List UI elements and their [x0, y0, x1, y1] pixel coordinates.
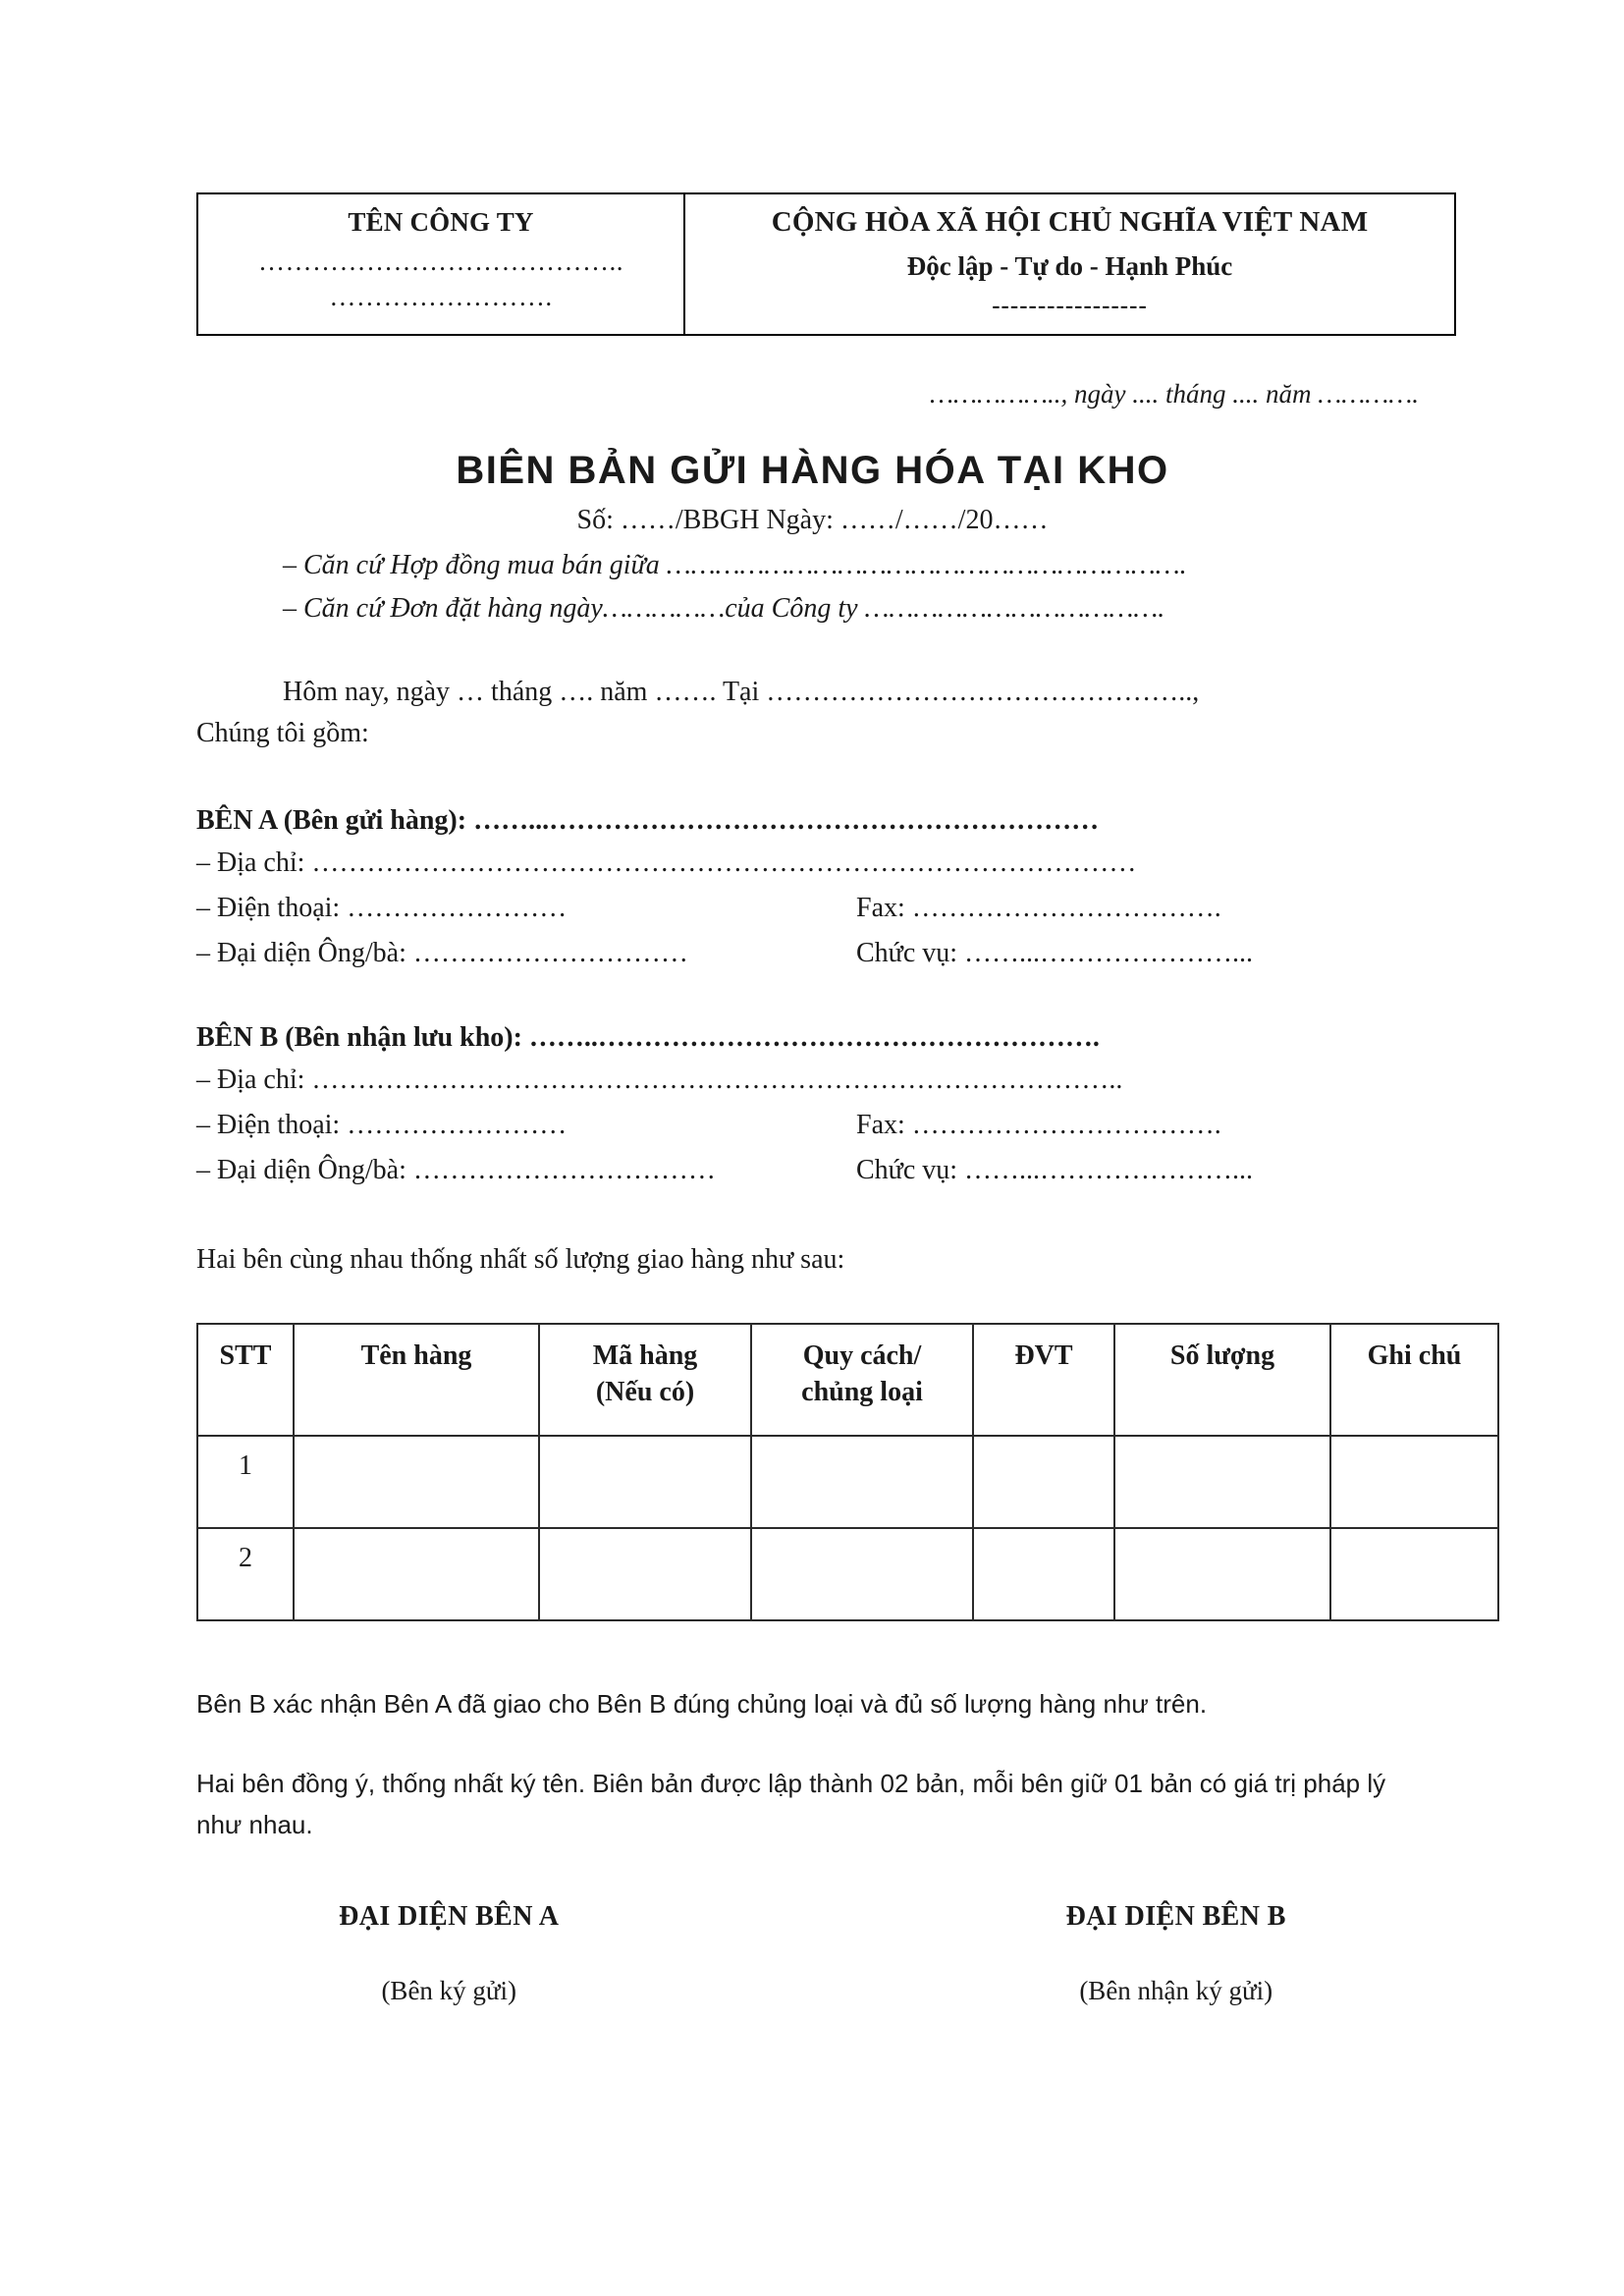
closing-paragraph-confirmation: Bên B xác nhận Bên A đã giao cho Bên B đúng chủng loại và đủ số lượng hàng như trên. [196, 1688, 1208, 1719]
cell-quy-cach[interactable] [751, 1436, 973, 1528]
signature-party-b-subtitle: (Bên nhận ký gửi) [1079, 1975, 1273, 2005]
party-b-heading: BÊN B (Bên nhận lưu kho): ……..………………………………………………. [196, 1022, 1100, 1054]
cell-ma-hang[interactable] [539, 1528, 751, 1620]
column-header-ma-hang [539, 1324, 751, 1436]
national-divider-dashes: ----------------- [992, 293, 1148, 320]
cell-ghi-chu[interactable] [1330, 1436, 1498, 1528]
cell-stt: 1 [197, 1436, 294, 1528]
date-line: …………….., ngày .... tháng .... năm …………. [929, 379, 1419, 410]
cell-dvt[interactable] [973, 1436, 1114, 1528]
intro-line-1: Hôm nay, ngày … tháng …. năm ……. Tại ……………………………………….., [283, 676, 1200, 707]
party-b-representative: – Đại diện Ông/bà: …………………………… [196, 1154, 716, 1185]
document-content [196, 0, 1462, 2006]
signature-party-a [196, 1901, 830, 2006]
party-a-heading: BÊN A (Bên gửi hàng): ……...…………………………………………………… [196, 804, 1100, 836]
company-dots-line-2: ……………………. [329, 282, 553, 312]
party-b-address-row [196, 1062, 1429, 1099]
column-header-quy-cach-line2: chủng loại [801, 1376, 923, 1407]
header-table-row [197, 193, 1455, 335]
party-a-representative-row [196, 935, 1429, 972]
national-title: CỘNG HÒA XÃ HỘI CHỦ NGHĨA VIỆT NAM [771, 206, 1369, 238]
party-b-position: Chức vụ: ……...…………………... [856, 1154, 1254, 1185]
party-a-address: – Địa chỉ: ……………………………………………………………………………… [196, 847, 1137, 878]
cell-ma-hang[interactable] [539, 1436, 751, 1528]
party-a-fax: Fax: ……………………………. [856, 892, 1221, 923]
cell-ten-hang[interactable] [294, 1528, 539, 1620]
basis-line-purchase-order: – Căn cứ Đơn đặt hàng ngày……………của Công ty ………………………………. [283, 593, 1165, 625]
company-cell [197, 193, 684, 335]
company-dots-line-1: ………………………………….. [258, 246, 623, 277]
column-header-stt: STT [197, 1324, 294, 1436]
national-motto: Độc lập - Tự do - Hạnh Phúc [906, 250, 1233, 281]
signature-party-b [830, 1901, 1430, 2006]
column-header-ma-hang-line1: Mã hàng [592, 1339, 698, 1371]
column-header-ten-hang: Tên hàng [294, 1324, 539, 1436]
signature-block [196, 1901, 1429, 2006]
cell-so-luong[interactable] [1114, 1436, 1330, 1528]
intro-line-2: Chúng tôi gồm: [196, 717, 369, 748]
column-header-quy-cach [751, 1324, 973, 1436]
signature-party-b-title: ĐẠI DIỆN BÊN B [1065, 1900, 1286, 1932]
column-header-so-luong: Số lượng [1114, 1324, 1330, 1436]
company-name-label: TÊN CÔNG TY [348, 207, 534, 237]
party-b-representative-row [196, 1152, 1429, 1189]
national-heading-cell [684, 193, 1455, 335]
signature-party-a-title: ĐẠI DIỆN BÊN A [339, 1900, 560, 1932]
document-number-line: Số: ……/BBGH Ngày: ……/……/20…… [576, 505, 1049, 536]
party-a-representative: – Đại diện Ông/bà: ………………………… [196, 937, 688, 968]
party-b-phone: – Điện thoại: …………………… [196, 1110, 568, 1141]
party-b-address: – Địa chỉ: …………………………………………………………………………….. [196, 1065, 1123, 1096]
party-b-fax: Fax: ……………………………. [856, 1110, 1221, 1141]
cell-so-luong[interactable] [1114, 1528, 1330, 1620]
party-a-position: Chức vụ: ……...…………………... [856, 937, 1254, 968]
closing-paragraph-agreement: Hai bên đồng ý, thống nhất ký tên. Biên bản được lập thành 02 bản, mỗi bên giữ 01 bản có giá trị pháp lý như nhau. [196, 1769, 1386, 1839]
party-a-address-row [196, 845, 1429, 882]
column-header-quy-cach-line1: Quy cách/ [802, 1339, 922, 1371]
party-a-phone: – Điện thoại: …………………… [196, 892, 568, 923]
cell-dvt[interactable] [973, 1528, 1114, 1620]
column-header-ghi-chu: Ghi chú [1330, 1324, 1498, 1436]
goods-table-lead-in: Hai bên cùng nhau thống nhất số lượng giao hàng như sau: [196, 1243, 845, 1275]
cell-quy-cach[interactable] [751, 1528, 973, 1620]
cell-ghi-chu[interactable] [1330, 1528, 1498, 1620]
party-a-phone-fax-row [196, 890, 1429, 927]
table-row [197, 1436, 1498, 1528]
column-header-ma-hang-line2: (Nếu có) [595, 1376, 695, 1407]
header-table [196, 192, 1456, 336]
party-b-phone-fax-row [196, 1107, 1429, 1144]
intro-paragraph [196, 672, 1429, 754]
signature-party-a-subtitle: (Bên ký gửi) [381, 1975, 517, 2005]
cell-stt: 2 [197, 1528, 294, 1620]
column-header-dvt: ĐVT [973, 1324, 1114, 1436]
goods-table [196, 1323, 1499, 1621]
table-row [197, 1528, 1498, 1620]
cell-ten-hang[interactable] [294, 1436, 539, 1528]
page-title: BIÊN BẢN GỬI HÀNG HÓA TẠI KHO [456, 449, 1169, 493]
goods-table-header-row [197, 1324, 1498, 1436]
basis-line-contract: – Căn cứ Hợp đồng mua bán giữa ………………………………………………………. [283, 550, 1187, 581]
